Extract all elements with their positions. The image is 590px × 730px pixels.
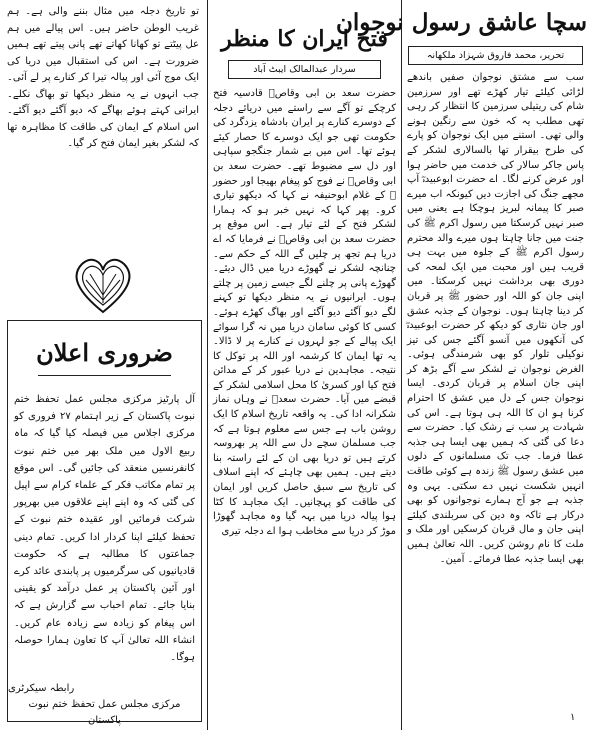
notice-title: ضروری اعلان: [36, 338, 173, 367]
column-divider-left: [207, 0, 208, 730]
article-body: حضرت سعد بن ابی وقاصؓ قادسیہ فتح کرچکے تو آگے سے راستے میں دریائے دجلہ کے دوسرے کنارے پر ایران بادشاہ یزدگرد کی حکومت تھی جو ایک دوسرے کا حصار کیئے ہوئے تھا۔ اس میں بے شمار جنگجو سپاہی اور دل سے مضبوط تھے۔ حضرت سعد بن ابی وقاصؓ نے فوج کو پیغام بھیجا اور حضور ﷺ کے غلام ابوحنیفہ نے کہا کہ دیکھو تیاری کرو۔ پھر کہا کہ نہیں خبر ہو کہ ہمارا لشکر فتح کے لئے تیار ہے۔ اس موقع پر حضرت سعد بن ابی وقاصؓ نے فرمایا کہ اے دریا ہم تجھ پر چلیں گے اللہ کے حکم سے۔ چنانچہ لشکر نے گھوڑے دریا میں ڈال دیئے۔ گھوڑے پانی پر چلنے لگے جیسے زمین پر چلتے ہوں۔ ایرانیوں نے یہ منظر دیکھا تو کہنے لگے دیو آگئے دیو آگئے اور بھاگ کھڑے ہوئے۔ کسی کا کوئی سامان دریا میں نہ گرا سوائے ایک پیالے کے جو لہروں نے کنارے پر لا ڈالا۔ یہ تھا ایمان کا کرشمہ اور اللہ پر توکل کا نتیجہ۔ مجاہدین نے دریا عبور کر کے مدائن فتح کیا اور کسریٰ کا محل اسلامی لشکر کے قبضے میں آیا۔ حضرت سعدؓ نے وہاں نماز شکرانہ ادا کی۔ یہ واقعہ تاریخ اسلام کا ایک روشن باب ہے جس سے معلوم ہوتا ہے کہ جب مسلمان سچے دل سے اللہ پر بھروسہ کرتے ہیں تو دریا بھی ان کے لئے راستہ بنا دیتے ہیں۔ ہمیں بھی چاہئے کہ اپنے اسلاف کی تاریخ سے سبق حاصل کریں اور ایمان کی طاقت کو پہچانیں۔ ایک مجاہد کا کٹا ہوا پیالہ دریا میں بہہ گیا وہ مجاہد گھوڑا موڑ کر دریا سے مخاطب ہوا اے دجلہ تیری: [213, 88, 396, 537]
article-iran-conquest: [210, 0, 399, 730]
article-body: سب سے مشتق نوجوان صفیں باندھے لڑائی کیلئے تیار کھڑے تھے اور سرزمین شام کی ریتیلی سرزمین کا انتظار کر رہی تھی مطلب یہ کہ خون سے رنگین ہونے والی تھی۔ استنے میں ایک نوجوان کو پارے کی طرح بیقرار تھا بالسالاری لشکر کے پاس جاکر سالار کی خدمت میں حاضر ہوا اور عرض کرنے لگا۔ اے حضرت ابوعبیدہؓ آپ مجھے جنگ کی اجازت دیں کیونکہ اب میرے صبر کا پیمانہ لبریز ہوچکا ہے یعنی میں صبر نہیں کرسکتا میں رسول اکرم ﷺ کی جنت میں جانا چاہتا ہوں میرے والد محترم رسول اکرم ﷺ کے جلوہ میں بہت ہی قریب ہیں اور محبت میں ایک لمحہ کی دوری بھی برداشت نہیں کرسکتا۔ میں اپنی جان کو اللہ اور حضور ﷺ پر قربان کر دینا چاہتا ہوں۔ نوجوان کے جذبہ عشق اور جان نثاری کو دیکھ کر حضرت ابوعبیدہؓ کی آنکھوں میں آنسو آگئے جس کی تیز نوکیلی تلوار کو بھی شرمندگی ہوئی۔ الغرض نوجوان نے لشکر سے آگے بڑھ کر اپنی جان اسلام پر قربان کردی۔ ایسا نوجوان جس کے دل میں عشق کا احترام کرنا ہو ان کا اللہ ہی ہوتا ہے۔ اس کی شہادت پر سب نے رشک کیا۔ حضرت سے دعا کی گئی کہ ہمیں بھی ایسا ہی جذبہ عطا فرما۔ جب تک مسلمانوں کے دلوں میں عشق رسول ﷺ زندہ ہے کوئی طاقت انہیں شکست نہیں دے سکتی۔ یہی وہ جذبہ ہے جو آج ہمارے نوجوانوں کو بھی درکار ہے تاکہ وہ دین کی سربلندی کیلئے اپنی جان و مال قربان کرسکیں اور ملک و ملت کا نام روشن کریں۔ اللہ تعالیٰ ہمیں بھی ایسا جذبہ عطا فرمائے۔ آمین۔: [407, 72, 584, 565]
article-continuation: [3, 0, 203, 180]
article-byline: سردار عبدالمالک ایبٹ آباد: [228, 60, 381, 79]
notice-organization: مرکزی مجلس عمل تحفظ ختم نبوت پاکستان: [28, 699, 181, 726]
notice-body: آل پارٹیز مرکزی مجلس عمل تحفظ ختم نبوت پاکستان کے زیر اہتمام ۲۷ فروری کو مرکزی اجلاس میں فیصلہ کیا گیا کہ ماہ ربیع الاول میں ملک بھر میں ختم نبوت کانفرنسیں منعقد کی جائیں گی۔ اس موقع پر تمام مکاتب فکر کے علماء کرام سے اپیل کی گئی کہ وہ اپنے اپنے علاقوں میں بھرپور شرکت فرمائیں اور عقیدہ ختم نبوت کے تحفظ کیلئے اپنا کردار ادا کریں۔ تمام دینی جماعتوں کا مطالبہ ہے کہ حکومت قادیانیوں کی سرگرمیوں پر پابندی عائد کرے اور آئین پاکستان پر عمل درآمد کو یقینی بنایا جائے۔ تمام احباب سے گزارش ہے کہ اس پیغام کو زیادہ سے زیادہ عام کریں۔ انشاء اللہ تعالیٰ آپ کا تعاون ہمارا حوصلہ ہوگا۔: [14, 394, 195, 664]
notice-signature: رابطہ سیکرٹری: [8, 683, 75, 694]
column-divider-right: [401, 0, 402, 730]
notice-title-divider: [38, 375, 171, 376]
article-title: سچا عاشق رسول نوجوان: [336, 9, 587, 36]
article-continuation-body: تو تاریخ دجلہ میں مثال بننے والی ہے۔ ہم غریب الوطن حاضر ہیں۔ اس پیالے میں ہم عل پیٹتے تو کھانا کھاتے تھے پانی پیتے تھے ہمیں ضرورت ہے۔ اس کی استقبال میں دریا کی ایک موج آئی اور پیالہ تیرا کر کنارے پر لے آئی۔ جب انہوں نے یہ منظر دیکھا تو بھاگ نکلے۔ ایرانی کہتے ہوئے بھاگے کہ دیو آگئے دیو آگئے۔ اس اسلام کے ایمان کی طاقت کا مظاہرہ تھا کہ لشکر بغیر ایمان فتح کر گیا۔: [7, 6, 199, 149]
article-title: فتح ایران کا منظر: [221, 26, 388, 52]
article-byline: تحریر، محمد فاروق شہزاد ملکھانہ: [408, 46, 583, 65]
article-true-devotee: [336, 0, 587, 730]
important-notice-box: [7, 320, 202, 726]
page-marker: ۱: [570, 712, 576, 723]
heart-ornament-icon: [68, 250, 138, 320]
